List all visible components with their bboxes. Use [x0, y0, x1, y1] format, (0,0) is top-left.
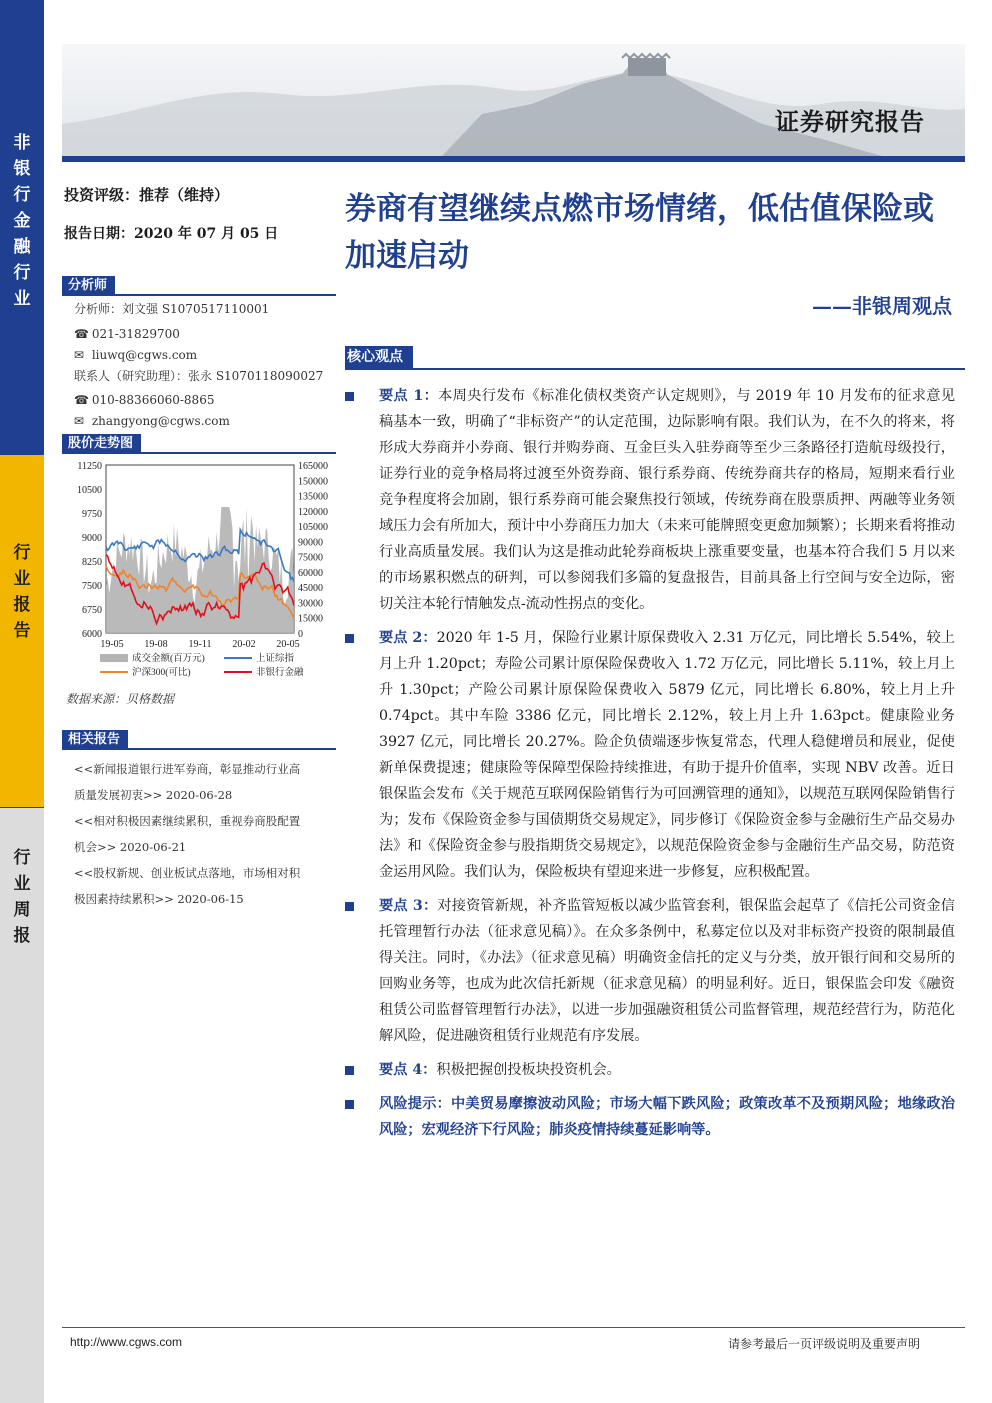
related-report-line[interactable]: 极因素持续累积>> 2020-06-15	[74, 892, 244, 906]
right-axis-tick-label: 60000	[298, 567, 323, 579]
legend-swatch	[100, 654, 128, 662]
square-bullet-icon	[345, 392, 354, 401]
left-axis-tick-label: 10500	[77, 485, 102, 496]
core-point: 要点 3：对接资管新规，补齐监管短板以减少监管套利，银保监会起草了《信托公司资金信托管理暂行办法（征求意见稿）》。在众多条例中，私募定位以及对非标资产投资的限制最值得关注。同时，《办法》（征求意见稿）明确资金信托的定义与分类，放开银行间和交易所的回购业务等，也成为此次信托新规（征求意见稿）的明显利好。近日，银保监会印发《融资租赁公司监督管理暂行办法》，以进一步加强融资租赁公司监督管理，规范经营行为，防范化解风险，促进融资租赁行业规范有序发展。	[345, 893, 955, 1049]
right-axis-tick-label: 165000	[298, 461, 328, 472]
report-title: 券商有望继续点燃市场情绪，低估值保险或加速启动	[345, 191, 934, 274]
sidebar-char: 业	[13, 874, 31, 894]
square-bullet-icon	[345, 1066, 354, 1075]
report-subtitle: ——非银周观点	[812, 294, 952, 318]
related-report-line[interactable]: 质量发展初衷>> 2020-06-28	[74, 788, 233, 802]
related-reports-list	[74, 756, 336, 912]
great-wall-illustration	[62, 44, 965, 156]
analyst-email[interactable]: liuwq@cgws.com	[91, 348, 198, 362]
right-axis-tick-label: 120000	[298, 506, 328, 518]
left-axis-tick-label: 7500	[82, 581, 102, 592]
x-axis-tick-label: 19-11	[188, 639, 212, 650]
sidebar-char: 告	[13, 621, 31, 641]
sidebar-report-freq-label	[0, 845, 44, 949]
envelope-icon: ✉	[74, 414, 85, 428]
sidebar-char: 报	[13, 595, 31, 615]
related-report-line[interactable]: <<新闻报道银行进军券商，彰显推动行业高	[74, 762, 301, 776]
sidebar-char: 周	[13, 900, 31, 920]
analyst-phone: 021-31829700	[91, 327, 180, 341]
analyst-phone-row	[74, 323, 180, 345]
sidebar-char: 行	[13, 263, 31, 283]
chart-source: 数据来源：贝格数据	[66, 692, 175, 706]
legend-label: 上证综指	[256, 654, 295, 664]
envelope-icon: ✉	[74, 348, 85, 362]
left-axis-tick-label: 6750	[82, 605, 102, 616]
x-axis-tick-label: 20-05	[276, 639, 300, 650]
stock-price-chart-svg	[62, 455, 336, 687]
core-points	[345, 383, 955, 1151]
sidebar-char: 金	[13, 211, 31, 231]
contact-email[interactable]: zhangyong@cgws.com	[91, 414, 230, 428]
related-report-line[interactable]: <<相对积极因素继续累积，重视券商股配置	[74, 814, 301, 828]
right-axis-tick-label: 150000	[298, 476, 328, 488]
related-report-line[interactable]: 机会>> 2020-06-21	[74, 840, 187, 854]
core-point: 要点 4：积极把握创投板块投资机会。	[345, 1057, 955, 1083]
phone-icon: ☎	[74, 393, 89, 407]
left-axis-tick-label: 11250	[77, 461, 102, 472]
sidebar-industry-label	[0, 130, 44, 312]
sidebar-char: 行	[13, 185, 31, 205]
report-date: 报告日期：2020 年 07 月 05 日	[64, 226, 279, 242]
sidebar-char: 银	[13, 159, 31, 179]
square-bullet-icon	[345, 634, 354, 643]
right-axis-tick-label: 90000	[298, 537, 323, 549]
report-category-title: 证券研究报告	[775, 107, 925, 136]
stock-price-chart	[62, 455, 336, 687]
legend-label: 成交金额(百万元)	[132, 654, 205, 664]
legend-label: 非银行金融	[256, 668, 304, 678]
contact-email-row	[74, 410, 230, 432]
footer-disclaimer: 请参考最后一页评级说明及重要声明	[727, 1337, 920, 1351]
sidebar-char: 业	[13, 569, 31, 589]
report-meta	[62, 176, 336, 243]
risk-warning: 风险提示：中美贸易摩擦波动风险；市场大幅下跌风险；政策改革不及预期风险；地缘政治风险；宏观经济下行风险；肺炎疫情持续蔓延影响等。	[345, 1091, 955, 1143]
sidebar-char: 行	[13, 543, 31, 563]
analyst-section-heading: 分析师	[62, 274, 336, 296]
legend-label: 沪深300(可比)	[132, 668, 191, 678]
x-axis-tick-label: 20-02	[232, 639, 256, 650]
analyst-name: 分析师：刘文强 S1070517110001	[74, 302, 270, 316]
square-bullet-icon	[345, 1100, 354, 1109]
right-axis-tick-label: 105000	[298, 522, 328, 534]
related-section-heading: 相关报告	[62, 728, 336, 750]
left-axis-tick-label: 8250	[82, 557, 102, 568]
core-views-heading: 核心观点	[345, 346, 965, 370]
core-point: 要点 1：本周央行发布《标准化债权类资产认定规则》，与 2019 年 10 月发布的征求意见稿基本一致，明确了“非标资产”的认定范围，边际影响有限。我们认为，在不久的将来，将形成大券商并小券商、银行并购券商、互金巨头入驻券商等至少三条路径打造航母级投行，证券行业的竞争格局将过渡至外资券商、银行系券商、传统券商共存的格局，短期来看行业竞争程度将会加剧，银行系券商可能会聚焦投行领域，传统券商在股票质押、两融等业务领域压力会有所加大，预计中小券商压力加大（未来可能牌照变更愈加频繁）；长期来看将推动行业高质量发展。我们认为这是推动此轮券商板块上涨重要变量，也基本符合我们 5 月以来的市场累积燃点的研判，可以参阅我们多篇的复盘报告，目前具备上行空间与安全边际，密切关注本轮行情触发点-流动性拐点的变化。	[345, 383, 955, 617]
square-bullet-icon	[345, 902, 354, 911]
sidebar-char: 融	[13, 237, 31, 257]
right-axis-tick-label: 15000	[298, 613, 323, 625]
left-axis-tick-label: 6000	[82, 629, 102, 640]
core-point: 要点 2：2020 年 1-5 月，保险行业累计原保费收入 2.31 万亿元，同比增长 5.54%，较上月上升 1.20pct；寿险公司累计原保险保费收入 1.72 万亿元，同比增长 5.11%，较上月上升 1.30pct；产险公司累计原保险保费收入 5879 亿元，同比增长 6.80%，较上月上升 0.74pct。其中车险 3386 亿元，同比增长 2.12%，较上月上升 1.63pct。健康险业务 3927 亿元，同比增长 20.27%。险企负债端逐步恢复常态，代理人稳健增员和展业，促使新单保费提速；健康险等保障型保险持续推进，有助于提升价值率，实现 NBV 改善。近日银保监会发布《关于规范互联网保险销售行为可回溯管理的通知》，以规范互联网保险销售行为；发布《保险资金参与国债期货交易规定》，同步修订《保险资金参与金融衍生产品交易办法》和《保险资金参与股指期货交易规定》，以规范保险资金参与金融衍生产品交易，防范资金运用风险。我们认为，保险板块有望迎来进一步修复，应积极配置。	[345, 625, 955, 885]
related-report-line[interactable]: <<股权新规、创业板试点落地，市场相对积	[74, 866, 301, 880]
left-axis-tick-label: 9750	[82, 509, 102, 520]
chart-section-heading: 股价走势图	[62, 432, 336, 454]
x-axis-tick-label: 19-08	[144, 639, 168, 650]
investment-rating: 投资评级：推荐（维持）	[64, 186, 230, 204]
contact-name: 联系人（研究助理）：张永 S1070118090027	[74, 369, 324, 383]
right-axis-tick-label: 75000	[298, 552, 323, 564]
sidebar-char: 业	[13, 289, 31, 309]
sidebar-report-type-label	[0, 540, 44, 644]
x-axis-tick-label: 19-05	[100, 639, 124, 650]
phone-icon: ☎	[74, 327, 89, 341]
analyst-email-row	[74, 344, 197, 366]
right-axis-tick-label: 0	[298, 629, 303, 640]
sidebar-char: 报	[13, 926, 31, 946]
right-axis-tick-label: 30000	[298, 598, 323, 610]
right-axis-tick-label: 135000	[298, 491, 328, 503]
footer-rule	[62, 1327, 965, 1328]
right-axis-tick-label: 45000	[298, 583, 323, 595]
left-axis-tick-label: 9000	[82, 533, 102, 544]
header-rule	[62, 156, 965, 162]
sidebar-char: 行	[13, 848, 31, 868]
sidebar-char: 非	[13, 133, 31, 153]
footer-url[interactable]: http://www.cgws.com	[70, 1335, 183, 1349]
header-banner	[62, 44, 965, 156]
contact-phone: 010-88366060-8865	[91, 393, 215, 407]
contact-phone-row	[74, 389, 214, 411]
